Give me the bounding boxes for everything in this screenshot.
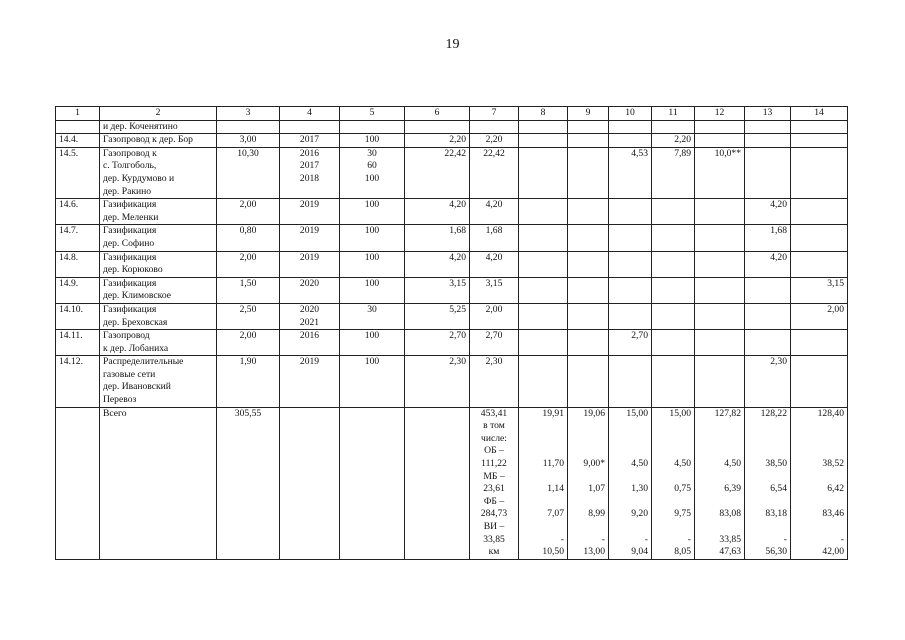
table-cell: Газификация дер. Меленки [100, 199, 217, 225]
column-header-5: 5 [340, 107, 405, 121]
table-cell [745, 147, 791, 198]
table-row [56, 277, 848, 303]
table-row [56, 120, 848, 134]
table-cell: 100 [340, 277, 405, 303]
table-cell: Газификация дер. Корюково [100, 251, 217, 277]
table-cell: 2,00 [217, 251, 280, 277]
table-cell [745, 134, 791, 148]
table-cell: 1,90 [217, 356, 280, 407]
table-cell: 10,0** [695, 147, 745, 198]
page-number: 19 [445, 37, 460, 52]
table-cell: 22,42 [470, 147, 519, 198]
table-cell: 2017 [280, 134, 340, 148]
table-row [56, 407, 848, 559]
table-cell: 2,30 [405, 356, 470, 407]
table-row [56, 199, 848, 225]
table-cell: 14.6. [56, 199, 100, 225]
table-cell: 15,00 4,50 1,30 9,20 - 9,04 [609, 407, 652, 559]
table-cell: 14.11. [56, 330, 100, 356]
column-header-1: 1 [56, 107, 100, 121]
table-cell: 4,20 [745, 199, 791, 225]
column-header-9: 9 [568, 107, 609, 121]
table-cell [745, 303, 791, 329]
table-cell: Газопровод к с. Толгоболь, дер. Курдумово и дер. Ракино [100, 147, 217, 198]
table-cell [695, 199, 745, 225]
table-cell [695, 303, 745, 329]
table-cell [652, 120, 695, 134]
table-cell: 19,91 11,70 1,14 7,07 - 10,50 [519, 407, 568, 559]
table-cell: 2,20 [652, 134, 695, 148]
table-cell: Газификация дер. Климовское [100, 277, 217, 303]
table-cell: 100 [340, 251, 405, 277]
table-cell: 14.5. [56, 147, 100, 198]
table-cell: 14.9. [56, 277, 100, 303]
table-cell: 2,00 [791, 303, 848, 329]
table-cell: 14.12. [56, 356, 100, 407]
table-cell: 1,68 [405, 225, 470, 251]
table-row [56, 356, 848, 407]
table-cell: 453,41 в том числе: ОБ – 111,22 МБ – 23,61 ФБ – 284,73 ВИ – 33,85 км [470, 407, 519, 559]
table-cell [609, 303, 652, 329]
table-cell: 2,30 [745, 356, 791, 407]
table-cell: 127,82 4,50 6,39 83,08 33,85 47,63 [695, 407, 745, 559]
table-cell [470, 120, 519, 134]
table-cell [791, 330, 848, 356]
table-cell [652, 356, 695, 407]
table-cell: 2,70 [609, 330, 652, 356]
table-cell: 2020 2021 [280, 303, 340, 329]
column-header-2: 2 [100, 107, 217, 121]
table-cell: 2019 [280, 356, 340, 407]
table-cell: 2,20 [470, 134, 519, 148]
table-cell: 128,40 38,52 6,42 83,46 - 42,00 [791, 407, 848, 559]
table-row [56, 134, 848, 148]
table-cell: 2,70 [470, 330, 519, 356]
table-cell: 100 [340, 356, 405, 407]
table-cell: 4,20 [405, 251, 470, 277]
table-cell [652, 277, 695, 303]
table-cell: 15,00 4,50 0,75 9,75 - 8,05 [652, 407, 695, 559]
table-cell [695, 356, 745, 407]
table-cell [745, 330, 791, 356]
table-row [56, 330, 848, 356]
table-cell [695, 134, 745, 148]
table-cell: 2020 [280, 277, 340, 303]
table-cell: 1,50 [217, 277, 280, 303]
table-cell [652, 330, 695, 356]
header-row [56, 107, 848, 121]
table-cell [340, 120, 405, 134]
table-cell: 19,06 9,00* 1,07 8,99 - 13,00 [568, 407, 609, 559]
table-cell [652, 251, 695, 277]
table-cell: 2,30 [470, 356, 519, 407]
table-cell [695, 277, 745, 303]
table-cell [519, 120, 568, 134]
table-cell: 3,15 [470, 277, 519, 303]
table-cell [652, 225, 695, 251]
table-cell: 14.7. [56, 225, 100, 251]
table-cell: 128,22 38,50 6,54 83,18 - 56,30 [745, 407, 791, 559]
table-cell: 100 [340, 134, 405, 148]
table-cell [217, 120, 280, 134]
table-cell: 3,15 [405, 277, 470, 303]
table-cell: 5,25 [405, 303, 470, 329]
table-cell [791, 356, 848, 407]
table-cell: 22,42 [405, 147, 470, 198]
table-cell: 3,15 [791, 277, 848, 303]
table-cell [280, 120, 340, 134]
table-cell [609, 277, 652, 303]
table-cell [56, 407, 100, 559]
table-cell: 10,30 [217, 147, 280, 198]
column-header-11: 11 [652, 107, 695, 121]
table-cell [745, 120, 791, 134]
table-cell [519, 199, 568, 225]
table-cell: 2016 [280, 330, 340, 356]
table-cell [791, 199, 848, 225]
table-cell: 4,20 [470, 199, 519, 225]
table-cell [695, 330, 745, 356]
table-cell [340, 407, 405, 559]
table-row [56, 303, 848, 329]
table-cell [280, 407, 340, 559]
table-cell [568, 147, 609, 198]
table-cell: 14.10. [56, 303, 100, 329]
table-cell [519, 147, 568, 198]
table-cell: 3,00 [217, 134, 280, 148]
table-cell: 2019 [280, 199, 340, 225]
table-cell [745, 277, 791, 303]
table-cell [519, 225, 568, 251]
table-cell: 2,50 [217, 303, 280, 329]
table-cell [519, 251, 568, 277]
table-cell: Распределительные газовые сети дер. Ивановский Перевоз [100, 356, 217, 407]
table-cell: и дер. Коченятино [100, 120, 217, 134]
table-cell [519, 303, 568, 329]
table-cell: Всего [100, 407, 217, 559]
column-header-8: 8 [519, 107, 568, 121]
table-cell: 2,00 [470, 303, 519, 329]
table-cell: 2,00 [217, 330, 280, 356]
table-row [56, 251, 848, 277]
table-cell [568, 330, 609, 356]
table-cell: 30 60 100 [340, 147, 405, 198]
table-cell: 4,20 [405, 199, 470, 225]
table-cell: 2019 [280, 225, 340, 251]
table-cell: 2,20 [405, 134, 470, 148]
column-header-3: 3 [217, 107, 280, 121]
table-cell [56, 120, 100, 134]
column-header-4: 4 [280, 107, 340, 121]
column-header-14: 14 [791, 107, 848, 121]
table-cell [609, 356, 652, 407]
table-cell: 100 [340, 199, 405, 225]
table-cell: 100 [340, 225, 405, 251]
table-cell: 2019 [280, 251, 340, 277]
table-cell [519, 330, 568, 356]
table-cell: 7,89 [652, 147, 695, 198]
table-cell [609, 134, 652, 148]
table-cell [791, 147, 848, 198]
table-cell [609, 251, 652, 277]
table-cell: 1,68 [745, 225, 791, 251]
table-cell: 1,68 [470, 225, 519, 251]
table-row [56, 147, 848, 198]
table-cell [652, 303, 695, 329]
table-cell [405, 120, 470, 134]
table-cell: Газификация дер. Софино [100, 225, 217, 251]
table-cell [791, 120, 848, 134]
table-cell: 30 [340, 303, 405, 329]
table-cell [695, 251, 745, 277]
table-cell [609, 120, 652, 134]
table-cell: 0,80 [217, 225, 280, 251]
column-header-7: 7 [470, 107, 519, 121]
table-cell: 14.4. [56, 134, 100, 148]
column-header-12: 12 [695, 107, 745, 121]
table-cell: 100 [340, 330, 405, 356]
column-header-6: 6 [405, 107, 470, 121]
table-cell [695, 120, 745, 134]
table-cell: 14.8. [56, 251, 100, 277]
table-cell [568, 251, 609, 277]
table-cell [609, 199, 652, 225]
table-cell [568, 120, 609, 134]
table-cell [695, 225, 745, 251]
table-cell: Газопровод к дер. Бор [100, 134, 217, 148]
table-cell [609, 225, 652, 251]
table-cell [519, 277, 568, 303]
table-cell: Газопровод к дер. Лобаниха [100, 330, 217, 356]
table-cell: 2016 2017 2018 [280, 147, 340, 198]
table-cell: 2,00 [217, 199, 280, 225]
table-cell [568, 277, 609, 303]
table-cell: 4,20 [470, 251, 519, 277]
table-cell: 2,70 [405, 330, 470, 356]
table-cell [652, 199, 695, 225]
table-cell [568, 303, 609, 329]
table-cell: 4,20 [745, 251, 791, 277]
table-row [56, 225, 848, 251]
table-cell [568, 356, 609, 407]
column-header-10: 10 [609, 107, 652, 121]
table-cell [568, 134, 609, 148]
table-cell [791, 225, 848, 251]
table-cell [791, 134, 848, 148]
table-cell: 4,53 [609, 147, 652, 198]
table-cell [519, 134, 568, 148]
table-cell [568, 199, 609, 225]
table-cell: Газификация дер. Бреховская [100, 303, 217, 329]
table-cell [519, 356, 568, 407]
column-header-13: 13 [745, 107, 791, 121]
data-table [55, 106, 848, 560]
table-cell: 305,55 [217, 407, 280, 559]
table-cell [568, 225, 609, 251]
table-cell [405, 407, 470, 559]
table-body [56, 107, 848, 560]
table-cell [791, 251, 848, 277]
